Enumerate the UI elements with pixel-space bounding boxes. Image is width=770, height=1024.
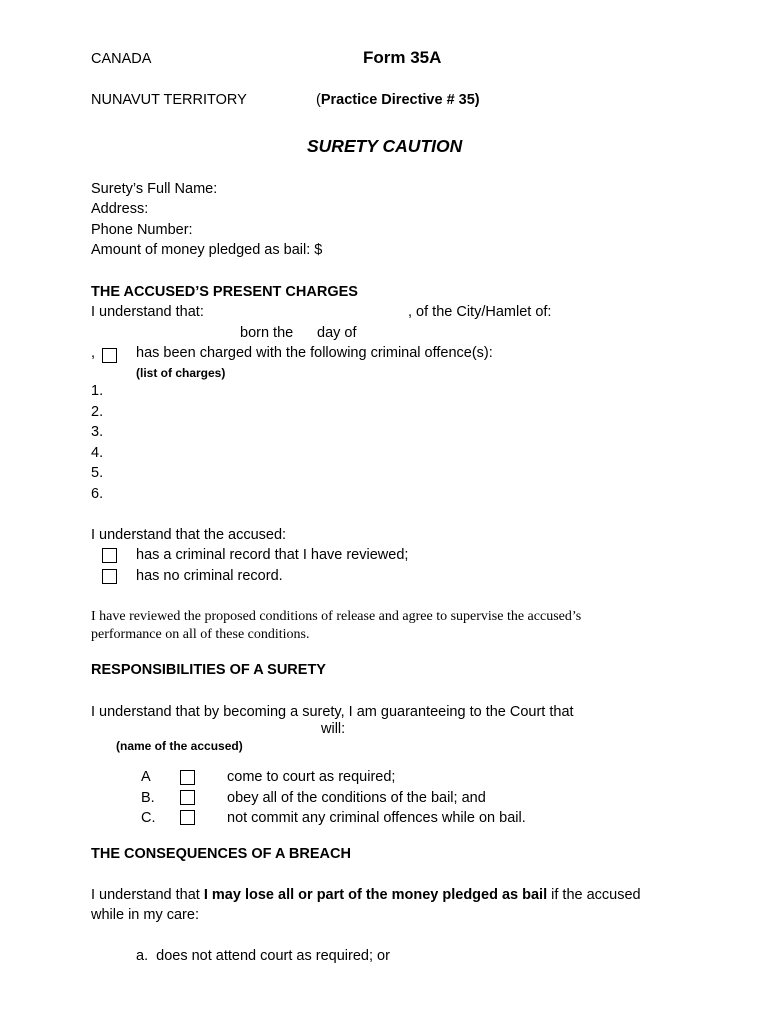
charge-number-2: 2.: [91, 404, 104, 420]
will-label: will:: [321, 721, 346, 737]
responsibility-checkbox-c[interactable]: [180, 810, 195, 825]
country-label: CANADA: [91, 51, 152, 67]
charged-text: has been charged with the following criminal offence(s):: [136, 345, 493, 361]
responsibility-checkbox-b[interactable]: [180, 790, 195, 805]
responsibility-checkbox-a[interactable]: [180, 770, 195, 785]
charges-heading: THE ACCUSED’S PRESENT CHARGES: [91, 284, 358, 300]
conditions-line-1: I have reviewed the proposed conditions of release and agree to supervise the accused’s: [91, 609, 582, 624]
form-title: Form 35A: [363, 48, 442, 67]
responsibility-letter-a: A: [141, 769, 151, 785]
surety-address-label: Address:: [91, 201, 149, 217]
charge-number-4: 4.: [91, 445, 104, 461]
practice-directive: [316, 92, 480, 108]
day-of-label: day of: [317, 325, 357, 341]
charge-number-3: 3.: [91, 424, 104, 440]
charge-number-1: 1.: [91, 383, 104, 399]
responsibilities-line-1: I understand that by becoming a surety, I am guaranteeing to the Court that: [91, 704, 574, 720]
responsibility-text-c: not commit any criminal offences while on bail.: [227, 810, 526, 826]
charge-number-6: 6.: [91, 486, 104, 502]
comma-label: ,: [91, 345, 96, 361]
consequences-intro-line-2: while in my care:: [91, 907, 199, 923]
surety-full-name-label: Surety’s Full Name:: [91, 181, 218, 197]
charge-number-5: 5.: [91, 465, 104, 481]
territory-label: NUNAVUT TERRITORY: [91, 92, 247, 108]
record-intro: I understand that the accused:: [91, 527, 287, 543]
consequences-intro: [91, 887, 641, 903]
consequences-intro-bold: I may lose all or part of the money pledged as bail: [203, 887, 548, 903]
consequences-heading: THE CONSEQUENCES OF A BREACH: [91, 846, 351, 862]
conditions-line-2: performance on all of these conditions.: [91, 627, 310, 642]
understand-that-label: I understand that:: [91, 304, 204, 320]
consequences-intro-start: I understand that: [91, 887, 204, 903]
responsibilities-heading: RESPONSIBILITIES OF A SURETY: [91, 662, 326, 678]
responsibility-text-a: come to court as required;: [227, 769, 396, 785]
no-record-label: has no criminal record.: [136, 568, 283, 584]
bail-amount-label: Amount of money pledged as bail: $: [91, 242, 323, 258]
directive-paren: (: [316, 92, 321, 108]
responsibility-text-b: obey all of the conditions of the bail; and: [227, 790, 486, 806]
consequence-item-a: a. does not attend court as required; or: [136, 948, 390, 964]
directive-text: Practice Directive # 35): [320, 92, 480, 108]
surety-phone-label: Phone Number:: [91, 222, 193, 238]
consequences-intro-end: if the accused: [547, 887, 641, 903]
list-of-charges-note: (list of charges): [136, 366, 226, 380]
record-reviewed-checkbox[interactable]: [102, 548, 117, 563]
responsibility-letter-c: C.: [141, 810, 156, 826]
city-hamlet-label: , of the City/Hamlet of:: [408, 304, 552, 320]
accused-checkbox[interactable]: [102, 348, 117, 363]
page-title: SURETY CAUTION: [307, 136, 463, 156]
born-the-label: born the: [240, 325, 294, 341]
no-record-checkbox[interactable]: [102, 569, 117, 584]
name-of-accused-note: (name of the accused): [116, 739, 243, 753]
responsibility-letter-b: B.: [141, 790, 155, 806]
record-reviewed-label: has a criminal record that I have reviewed;: [136, 547, 409, 563]
